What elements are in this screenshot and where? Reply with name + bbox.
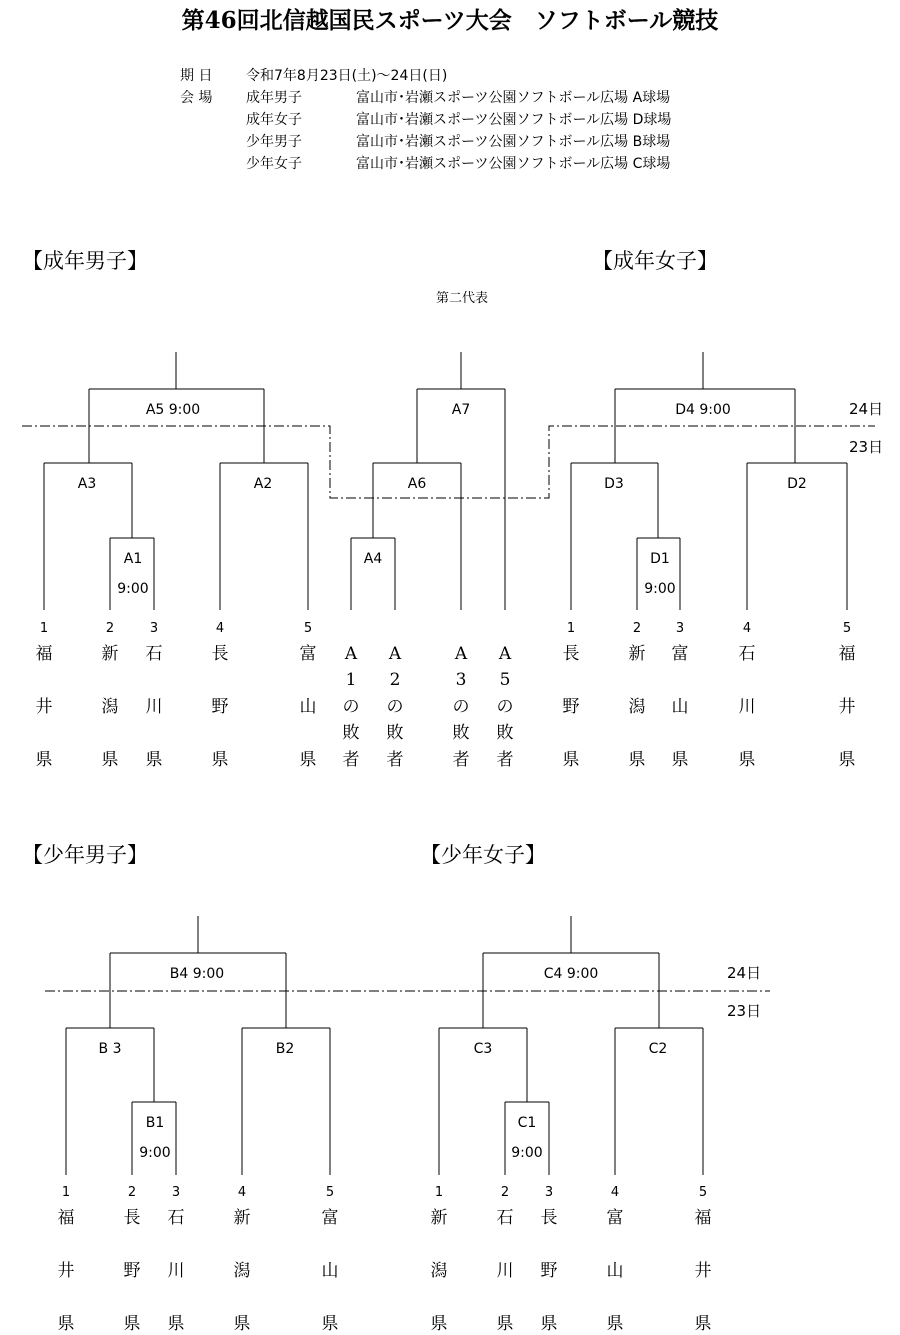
loser-label-char: の bbox=[386, 697, 404, 717]
team-name-char: 福 bbox=[35, 644, 53, 664]
team-name-char: 新 bbox=[233, 1208, 251, 1228]
team-name-char: 県 bbox=[562, 750, 580, 770]
team-seed: 3 bbox=[149, 621, 159, 636]
team-name-char: 富 bbox=[299, 644, 317, 664]
team-name-char: 井 bbox=[838, 697, 856, 717]
team-name-char: 石 bbox=[145, 644, 163, 664]
team-name-char: 長 bbox=[123, 1208, 141, 1228]
match-label-b3: B 3 bbox=[98, 1041, 122, 1057]
team-name-char: 山 bbox=[671, 697, 689, 717]
match-label-c3: C3 bbox=[473, 1041, 493, 1057]
team-name-char: 石 bbox=[738, 644, 756, 664]
team-name-char: 長 bbox=[562, 644, 580, 664]
loser-label-char: 者 bbox=[342, 750, 360, 770]
team-name-char: 新 bbox=[628, 644, 646, 664]
loser-label-char: 敗 bbox=[342, 723, 360, 743]
match-label-d3: D3 bbox=[604, 476, 624, 492]
section-heading-youth-men: 【少年男子】 bbox=[22, 843, 148, 867]
team-name-char: 山 bbox=[299, 697, 317, 717]
team-name-char: 福 bbox=[694, 1208, 712, 1228]
team-name-char: 野 bbox=[540, 1261, 558, 1281]
team-name-char: 県 bbox=[123, 1314, 141, 1334]
loser-label-char: 敗 bbox=[386, 723, 404, 743]
team-name-char: 井 bbox=[57, 1261, 75, 1281]
team-name-char: 新 bbox=[430, 1208, 448, 1228]
team-seed: 1 bbox=[39, 621, 49, 636]
match-time-a1: 9:00 bbox=[117, 581, 149, 597]
team-seed: 5 bbox=[303, 621, 313, 636]
match-label-a1: A1 bbox=[123, 551, 143, 567]
loser-label-char: の bbox=[452, 697, 470, 717]
team-seed: 5 bbox=[698, 1185, 708, 1200]
team-name-char: 県 bbox=[57, 1314, 75, 1334]
team-seed: 1 bbox=[434, 1185, 444, 1200]
team-seed: 1 bbox=[61, 1185, 71, 1200]
match-label-a5: A5 9:00 bbox=[145, 402, 201, 418]
loser-label-char: A bbox=[388, 644, 402, 664]
team-name-char: 県 bbox=[101, 750, 119, 770]
loser-label-char: の bbox=[342, 697, 360, 717]
team-seed: 2 bbox=[500, 1185, 510, 1200]
match-time-b1: 9:00 bbox=[139, 1145, 171, 1161]
team-name-char: 川 bbox=[145, 697, 163, 717]
venue-category: 成年男子 bbox=[246, 90, 302, 106]
team-seed: 3 bbox=[544, 1185, 554, 1200]
loser-label-char: 5 bbox=[499, 670, 511, 690]
team-name-char: 川 bbox=[738, 697, 756, 717]
team-name-char: 石 bbox=[496, 1208, 514, 1228]
adult-men-match-labels bbox=[78, 402, 272, 597]
day-label-23: 23日 bbox=[727, 1002, 762, 1020]
team-name-char: 長 bbox=[211, 644, 229, 664]
team-seed: 2 bbox=[632, 621, 642, 636]
team-seed: 4 bbox=[215, 621, 225, 636]
team-name-char: 富 bbox=[321, 1208, 339, 1228]
team-name-char: 山 bbox=[606, 1261, 624, 1281]
loser-label-char: 者 bbox=[452, 750, 470, 770]
team-name-char: 長 bbox=[540, 1208, 558, 1228]
team-name-char: 福 bbox=[57, 1208, 75, 1228]
venue-place: 富山市･岩瀬スポーツ公園ソフトボール広場 C球場 bbox=[356, 156, 671, 172]
team-name-char: 県 bbox=[211, 750, 229, 770]
team-name-char: 野 bbox=[123, 1261, 141, 1281]
match-label-b2: B2 bbox=[275, 1041, 295, 1057]
loser-label-char: 敗 bbox=[452, 723, 470, 743]
team-seed: 3 bbox=[675, 621, 685, 636]
match-time-c1: 9:00 bbox=[511, 1145, 543, 1161]
team-seed: 5 bbox=[842, 621, 852, 636]
upper-bracket-lines bbox=[44, 352, 847, 610]
match-label-d2: D2 bbox=[787, 476, 807, 492]
venue-category: 少年女子 bbox=[246, 156, 302, 172]
venue-place: 富山市･岩瀬スポーツ公園ソフトボール広場 D球場 bbox=[356, 112, 672, 128]
team-name-char: 県 bbox=[628, 750, 646, 770]
second-rep-losers bbox=[343, 644, 514, 770]
team-name-char: 県 bbox=[321, 1314, 339, 1334]
page-title: 第46回北信越国民スポーツ大会 ソフトボール競技 bbox=[181, 7, 719, 34]
adult-men-teams bbox=[36, 621, 317, 770]
match-label-a6: A6 bbox=[407, 476, 427, 492]
team-name-char: 新 bbox=[101, 644, 119, 664]
loser-label-char: 敗 bbox=[496, 723, 514, 743]
youth-men-match-labels bbox=[99, 966, 295, 1161]
team-name-char: 潟 bbox=[101, 697, 119, 717]
team-seed: 5 bbox=[325, 1185, 335, 1200]
loser-label-char: A bbox=[344, 644, 358, 664]
team-name-char: 潟 bbox=[430, 1261, 448, 1281]
day-label-23: 23日 bbox=[849, 438, 884, 456]
loser-label-char: の bbox=[496, 697, 514, 717]
loser-label-char: 3 bbox=[455, 670, 467, 690]
lower-bracket-lines bbox=[66, 916, 703, 1175]
section-heading-adult-men: 【成年男子】 bbox=[22, 249, 148, 273]
team-name-char: 県 bbox=[430, 1314, 448, 1334]
team-name-char: 石 bbox=[167, 1208, 185, 1228]
venue-category: 成年女子 bbox=[246, 112, 302, 128]
schedule-value: 令和7年8月23日(土)～24日(日) bbox=[246, 68, 448, 84]
loser-label-char: 1 bbox=[345, 670, 357, 690]
day-label-24: 24日 bbox=[727, 964, 762, 982]
venue-place: 富山市･岩瀬スポーツ公園ソフトボール広場 A球場 bbox=[356, 90, 671, 106]
match-time-d1: 9:00 bbox=[644, 581, 676, 597]
second-rep-label: 第二代表 bbox=[435, 291, 489, 306]
venue-category: 少年男子 bbox=[246, 134, 302, 150]
match-label-b4: B4 9:00 bbox=[169, 966, 225, 982]
team-seed: 2 bbox=[105, 621, 115, 636]
match-label-a7: A7 bbox=[451, 402, 471, 418]
team-name-char: 県 bbox=[299, 750, 317, 770]
match-label-c2: C2 bbox=[648, 1041, 668, 1057]
team-name-char: 富 bbox=[671, 644, 689, 664]
match-label-a2: A2 bbox=[253, 476, 273, 492]
loser-label-char: A bbox=[498, 644, 512, 664]
match-label-d1: D1 bbox=[650, 551, 670, 567]
team-name-char: 野 bbox=[211, 697, 229, 717]
team-name-char: 県 bbox=[233, 1314, 251, 1334]
team-name-char: 川 bbox=[167, 1261, 185, 1281]
team-name-char: 県 bbox=[167, 1314, 185, 1334]
schedule-label: 期 日 bbox=[180, 68, 213, 84]
team-name-char: 井 bbox=[694, 1261, 712, 1281]
team-seed: 1 bbox=[566, 621, 576, 636]
match-label-c1: C1 bbox=[517, 1115, 537, 1131]
youth-men-teams bbox=[58, 1185, 339, 1334]
team-seed: 4 bbox=[237, 1185, 247, 1200]
team-name-char: 井 bbox=[35, 697, 53, 717]
youth-women-teams bbox=[431, 1185, 712, 1334]
match-label-a3: A3 bbox=[77, 476, 97, 492]
match-label-b1: B1 bbox=[145, 1115, 165, 1131]
adult-women-teams bbox=[563, 621, 856, 770]
team-name-char: 県 bbox=[540, 1314, 558, 1334]
team-name-char: 県 bbox=[496, 1314, 514, 1334]
team-seed: 4 bbox=[742, 621, 752, 636]
team-name-char: 富 bbox=[606, 1208, 624, 1228]
loser-label-char: 2 bbox=[389, 670, 401, 690]
team-name-char: 福 bbox=[838, 644, 856, 664]
team-name-char: 山 bbox=[321, 1261, 339, 1281]
venue-label: 会 場 bbox=[180, 90, 213, 106]
section-heading-adult-women: 【成年女子】 bbox=[592, 249, 718, 273]
team-name-char: 川 bbox=[496, 1261, 514, 1281]
schedule-block bbox=[180, 67, 671, 172]
adult-women-match-labels bbox=[604, 402, 807, 597]
team-name-char: 県 bbox=[145, 750, 163, 770]
loser-label-char: 者 bbox=[496, 750, 514, 770]
team-name-char: 県 bbox=[671, 750, 689, 770]
section-heading-youth-women: 【少年女子】 bbox=[420, 843, 546, 867]
team-seed: 3 bbox=[171, 1185, 181, 1200]
match-label-a4: A4 bbox=[363, 551, 383, 567]
loser-label-char: A bbox=[454, 644, 468, 664]
team-name-char: 潟 bbox=[233, 1261, 251, 1281]
team-name-char: 県 bbox=[35, 750, 53, 770]
match-label-c4: C4 9:00 bbox=[543, 966, 599, 982]
venue-place: 富山市･岩瀬スポーツ公園ソフトボール広場 B球場 bbox=[356, 134, 671, 150]
team-name-char: 潟 bbox=[628, 697, 646, 717]
team-name-char: 県 bbox=[606, 1314, 624, 1334]
team-seed: 4 bbox=[610, 1185, 620, 1200]
team-name-char: 県 bbox=[838, 750, 856, 770]
match-label-d4: D4 9:00 bbox=[675, 402, 731, 418]
team-name-char: 県 bbox=[694, 1314, 712, 1334]
team-name-char: 野 bbox=[562, 697, 580, 717]
team-name-char: 県 bbox=[738, 750, 756, 770]
loser-label-char: 者 bbox=[386, 750, 404, 770]
team-seed: 2 bbox=[127, 1185, 137, 1200]
day-label-24: 24日 bbox=[849, 400, 884, 418]
youth-women-match-labels bbox=[474, 966, 668, 1161]
